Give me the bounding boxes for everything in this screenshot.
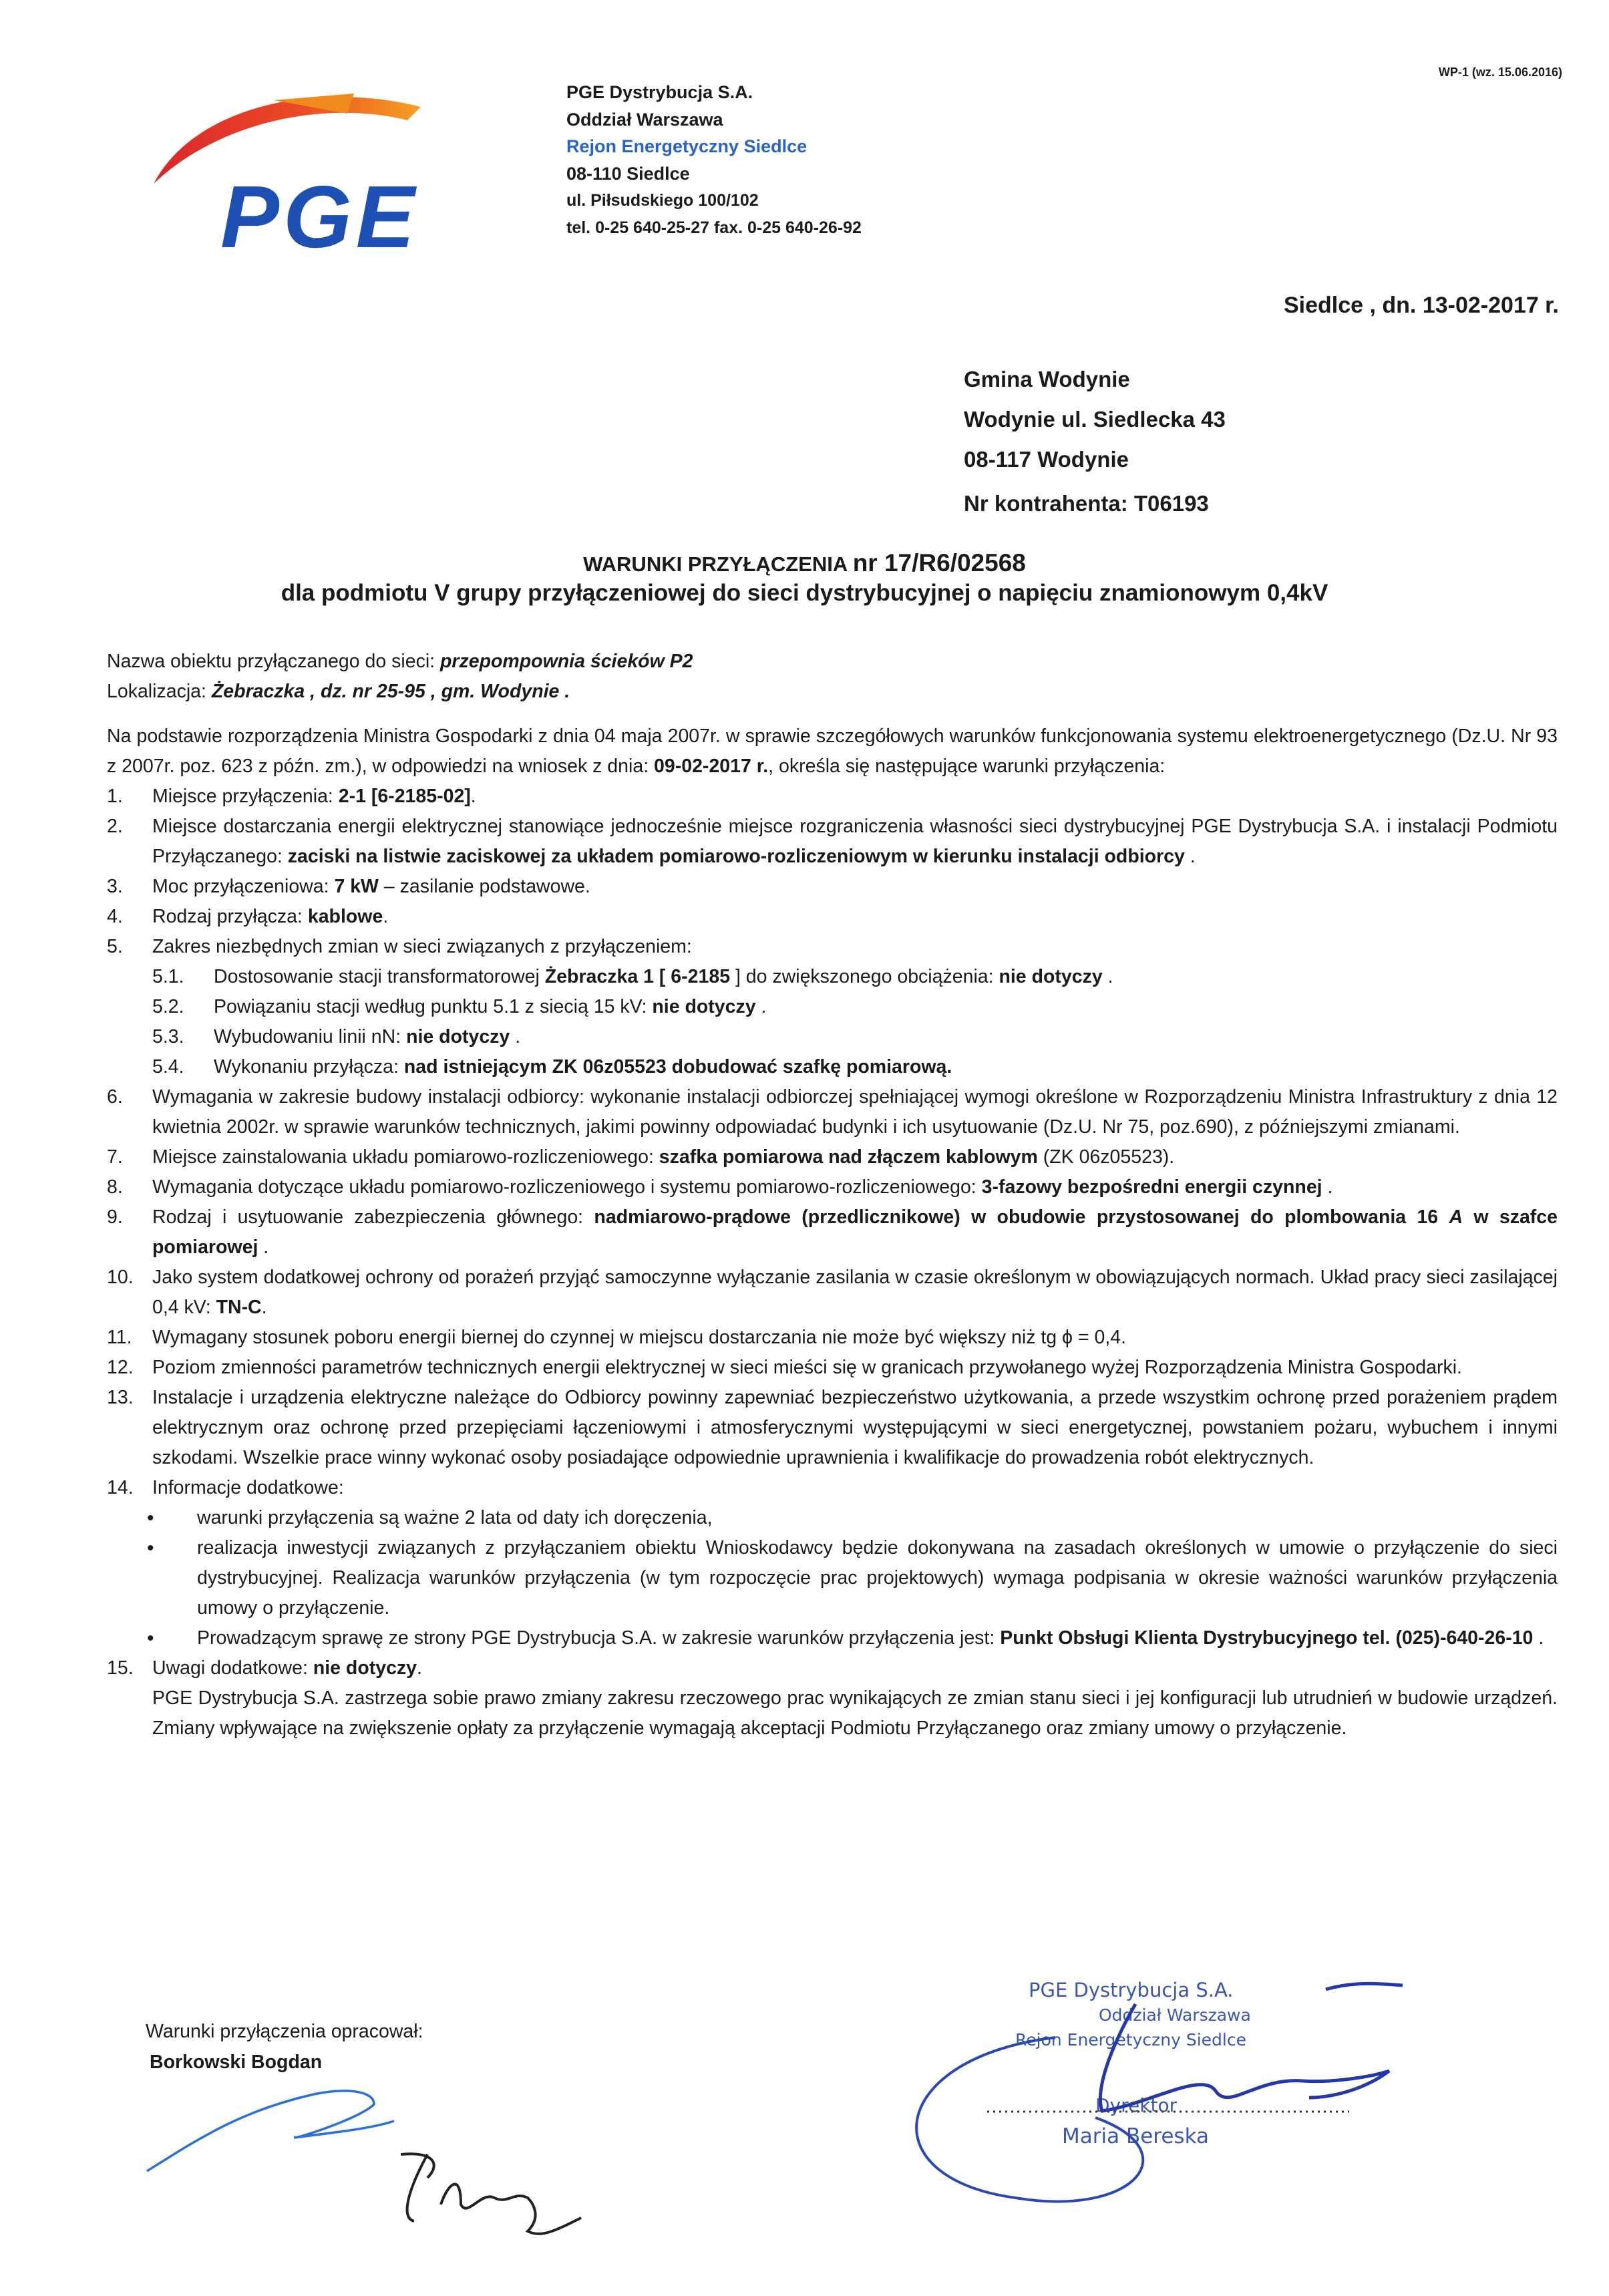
intro-paragraph: Na podstawie rozporządzenia Ministra Gospodarki z dnia 04 maja 2007r. w sprawie szczegółowych warunków funkcjonowania systemu elektroenergetycznego (Dz.U. Nr 93 z 2007r. poz. 623 z późn. zm.), w odpowiedzi na wniosek z dnia: 09-02-2017 r., określa się następujące warunki przyłączenia: [107,725,1558,777]
sub-item: 5.1. Dostosowanie stacji transformatorowej Żebraczka 1 [ 6-2185 ] do zwiększonego obciążenia: nie dotyczy . [152,966,1113,987]
list-item: 11. Wymagany stosunek poboru energii biernej do czynnej w miejscu dostarczania nie może być większy niż tg ϕ = 0,4. [107,1327,1127,1348]
list-item: 4. Rodzaj przyłącza: kablowe. [107,906,389,927]
list-item: 8. Wymagania dotyczące układu pomiarowo-rozliczeniowego i systemu pomiarowo-rozliczeniowego: 3-fazowy bezpośredni energii czynnej . [107,1176,1333,1198]
form-number: WP-1 (wz. 15.06.2016) [1438,65,1562,79]
sender-region: Rejon Energetyczny Siedlce [566,136,808,156]
list-item: 5. Zakres niezbędnych zmian w sieci związanych z przyłączeniem: [107,936,692,957]
bullet-item: • Prowadzącym sprawę ze strony PGE Dystrybucja S.A. w zakresie warunków przyłączenia jest: Punkt Obsługi Klienta Dystrybucyjnego tel. (025)-640-26-10 . [107,1623,1558,1653]
list-item: 14. Informacje dodatkowe: [107,1477,344,1498]
stamp-line: Dyrektor [1095,2094,1178,2116]
list-item: 7. Miejsce zainstalowania układu pomiarowo-rozliczeniowego: szafka pomiarowa nad złączem kablowym (ZK 06z05523). [107,1146,1175,1168]
signature-loop [916,2037,1143,2202]
bullet-icon: • [147,1537,154,1559]
list-item: 15. Uwagi dodatkowe: nie dotyczy. [107,1657,422,1679]
sender-postal: 08-110 Siedlce [566,163,690,184]
prepared-by [146,2016,423,2078]
sender-phone: tel. 0-25 640-25-27 fax. 0-25 640-26-92 [566,218,862,237]
approver-signature [401,2154,581,2234]
bullet-icon: • [147,1627,154,1649]
title-number: nr 17/R6/02568 [852,549,1026,577]
sender-company: PGE Dystrybucja S.A. [566,82,753,102]
object-name-value: przepompownia ścieków P2 [440,651,693,672]
sub-item: 5.4. Wykonaniu przyłącza: nad istniejącym ZK 06z05523 dobudować szafkę pomiarową. [152,1056,952,1078]
logo-text: PGE [220,168,419,254]
place-date: Siedlce , dn. 13-02-2017 r. [1283,293,1559,318]
recipient-line: Gmina Wodynie [964,367,1130,391]
closing-note: PGE Dystrybucja S.A. zastrzega sobie prawo zmiany zakresu rzeczowego prac wynikających ze zmian stanu sieci i jej konfiguracji lub utrudnień w budowie urządzeń. Zmiany wpływające na zwiększenie opłaty za przyłączenie wymagają akceptacji Podmiotu Przyłączanego oraz zmiany umowy o przyłączenie. [152,1687,1558,1739]
request-date: 09-02-2017 r. [654,756,769,777]
list-item: 3. Moc przyłączeniowa: 7 kW – zasilanie podstawowe. [107,876,590,897]
recipient-line: 08-117 Wodynie [964,447,1129,472]
sender-street: ul. Piłsudskiego 100/102 [566,191,759,210]
object-location [107,677,1558,707]
list-item: 10. Jako system dodatkowej ochrony od porażeń przyjąć samoczynne wyłączanie zasilania w czasie określonym w obowiązujących normach. Układ pracy sieci zasilającej 0,4 kV: TN-C. [107,1267,1558,1318]
bullet-item: • realizacja inwestycji związanych z przyłączaniem obiektu Wnioskodawcy będzie dokonywana na zasadach określonych w umowie o przyłączenie do sieci dystrybucyjnej. Realizacja warunków przyłączenia (w tym rozpoczęcie prac projektowych) wymaga podpisania w okresie ważności warunków przyłączenia umowy o przyłączenie. [107,1533,1558,1623]
list-item: 2. Miejsce dostarczania energii elektrycznej stanowiące jednocześnie miejsce rozgraniczenia własności sieci dystrybucyjnej PGE Dystrybucja S.A. i instalacji Podmiotu Przyłączanego: zaciski na listwie zaciskowej za układem pomiarowo-rozliczeniowym w kierunku instalacji odbiorcy . [107,816,1558,867]
recipient-line: Wodynie ul. Siedlecka 43 [964,407,1226,432]
list-item: 9. Rodzaj i usytuowanie zabezpieczenia głównego: nadmiarowo-prądowe (przedlicznikowe) w obudowie przystosowanej do plombowania 16 A w szafce pomiarowej . [107,1206,1558,1258]
list-item: 13. Instalacje i urządzenia elektryczne należące do Odbiorcy powinny zapewniać bezpieczeństwo użytkowania, a przede wszystkim ochronę przed porażeniem prądem elektrycznym oraz ochronę przed przepięciami łączeniowymi i atmosferycznymi występującymi w sieci energetycznej, powstaniem pożaru, wybuchem i innymi szkodami. Wszelkie prace winny wykonać osoby posiadające odpowiednie uprawnienia i kwalifikacje do prowadzenia robót elektrycznych. [107,1387,1558,1468]
document-body [107,647,1558,1744]
stamp-line: Oddział Warszawa [1099,2005,1251,2025]
prepared-name: Borkowski Bogdan [150,2052,323,2073]
stamp-line: PGE Dystrybucja S.A. [1029,1979,1234,2001]
object-location-value: Żebraczka , dz. nr 25-95 , gm. Wodynie . [211,681,570,702]
sub-item: 5.3. Wybudowaniu linii nN: nie dotyczy . [152,1026,521,1047]
recipient-line: Nr kontrahenta: T06193 [964,491,1209,516]
recipient-block [964,359,1226,524]
object-location-label: Lokalizacja: [107,681,212,702]
document-subtitle: dla podmiotu V grupy przyłączeniowej do sieci dystrybucyjnej o napięciu znamionowym 0,4kV [281,580,1328,606]
prepared-label: Warunki przyłączenia opracował: [146,2021,423,2042]
object-name-label: Nazwa obiektu przyłączanego do sieci: [107,651,441,672]
object-name [107,647,1558,677]
list-item: 1. Miejsce przyłączenia: 2-1 [6-2185-02]. [107,786,476,807]
list-item: 12. Poziom zmienności parametrów technicznych energii elektrycznej w sieci mieści się w granicach przywołanego wyżej Rozporządzenia Ministra Gospodarki. [107,1357,1462,1378]
sub-item: 5.2. Powiązaniu stacji według punktu 5.1 z siecią 15 kV: nie dotyczy . [152,996,767,1017]
bullet-item: • warunki przyłączenia są ważne 2 lata od daty ich doręczenia, [107,1503,1558,1533]
preparer-signature [147,2091,394,2171]
stamp-line: Maria Bereska [1062,2124,1209,2148]
pge-logo [140,80,488,254]
stamp-line: Rejon Energetyczny Siedlce [1015,2030,1246,2049]
sender-branch: Oddział Warszawa [566,109,723,130]
title-label: WARUNKI PRZYŁĄCZENIA [583,552,848,576]
sender-block [566,79,1034,241]
document-title [0,549,1609,577]
list-item: 6. Wymagania w zakresie budowy instalacji odbiorcy: wykonanie instalacji odbiorczej spełniającej wymogi określone w Rozporządzeniu Ministra Infrastruktury z dnia 12 kwietnia 2002r. w sprawie warunków technicznych, jakimi powinny odpowiadać budynki i ich usytuowanie (Dz.U. Nr 75, poz.690), z późniejszymi zmianami. [107,1086,1558,1138]
bullet-icon: • [147,1507,154,1529]
